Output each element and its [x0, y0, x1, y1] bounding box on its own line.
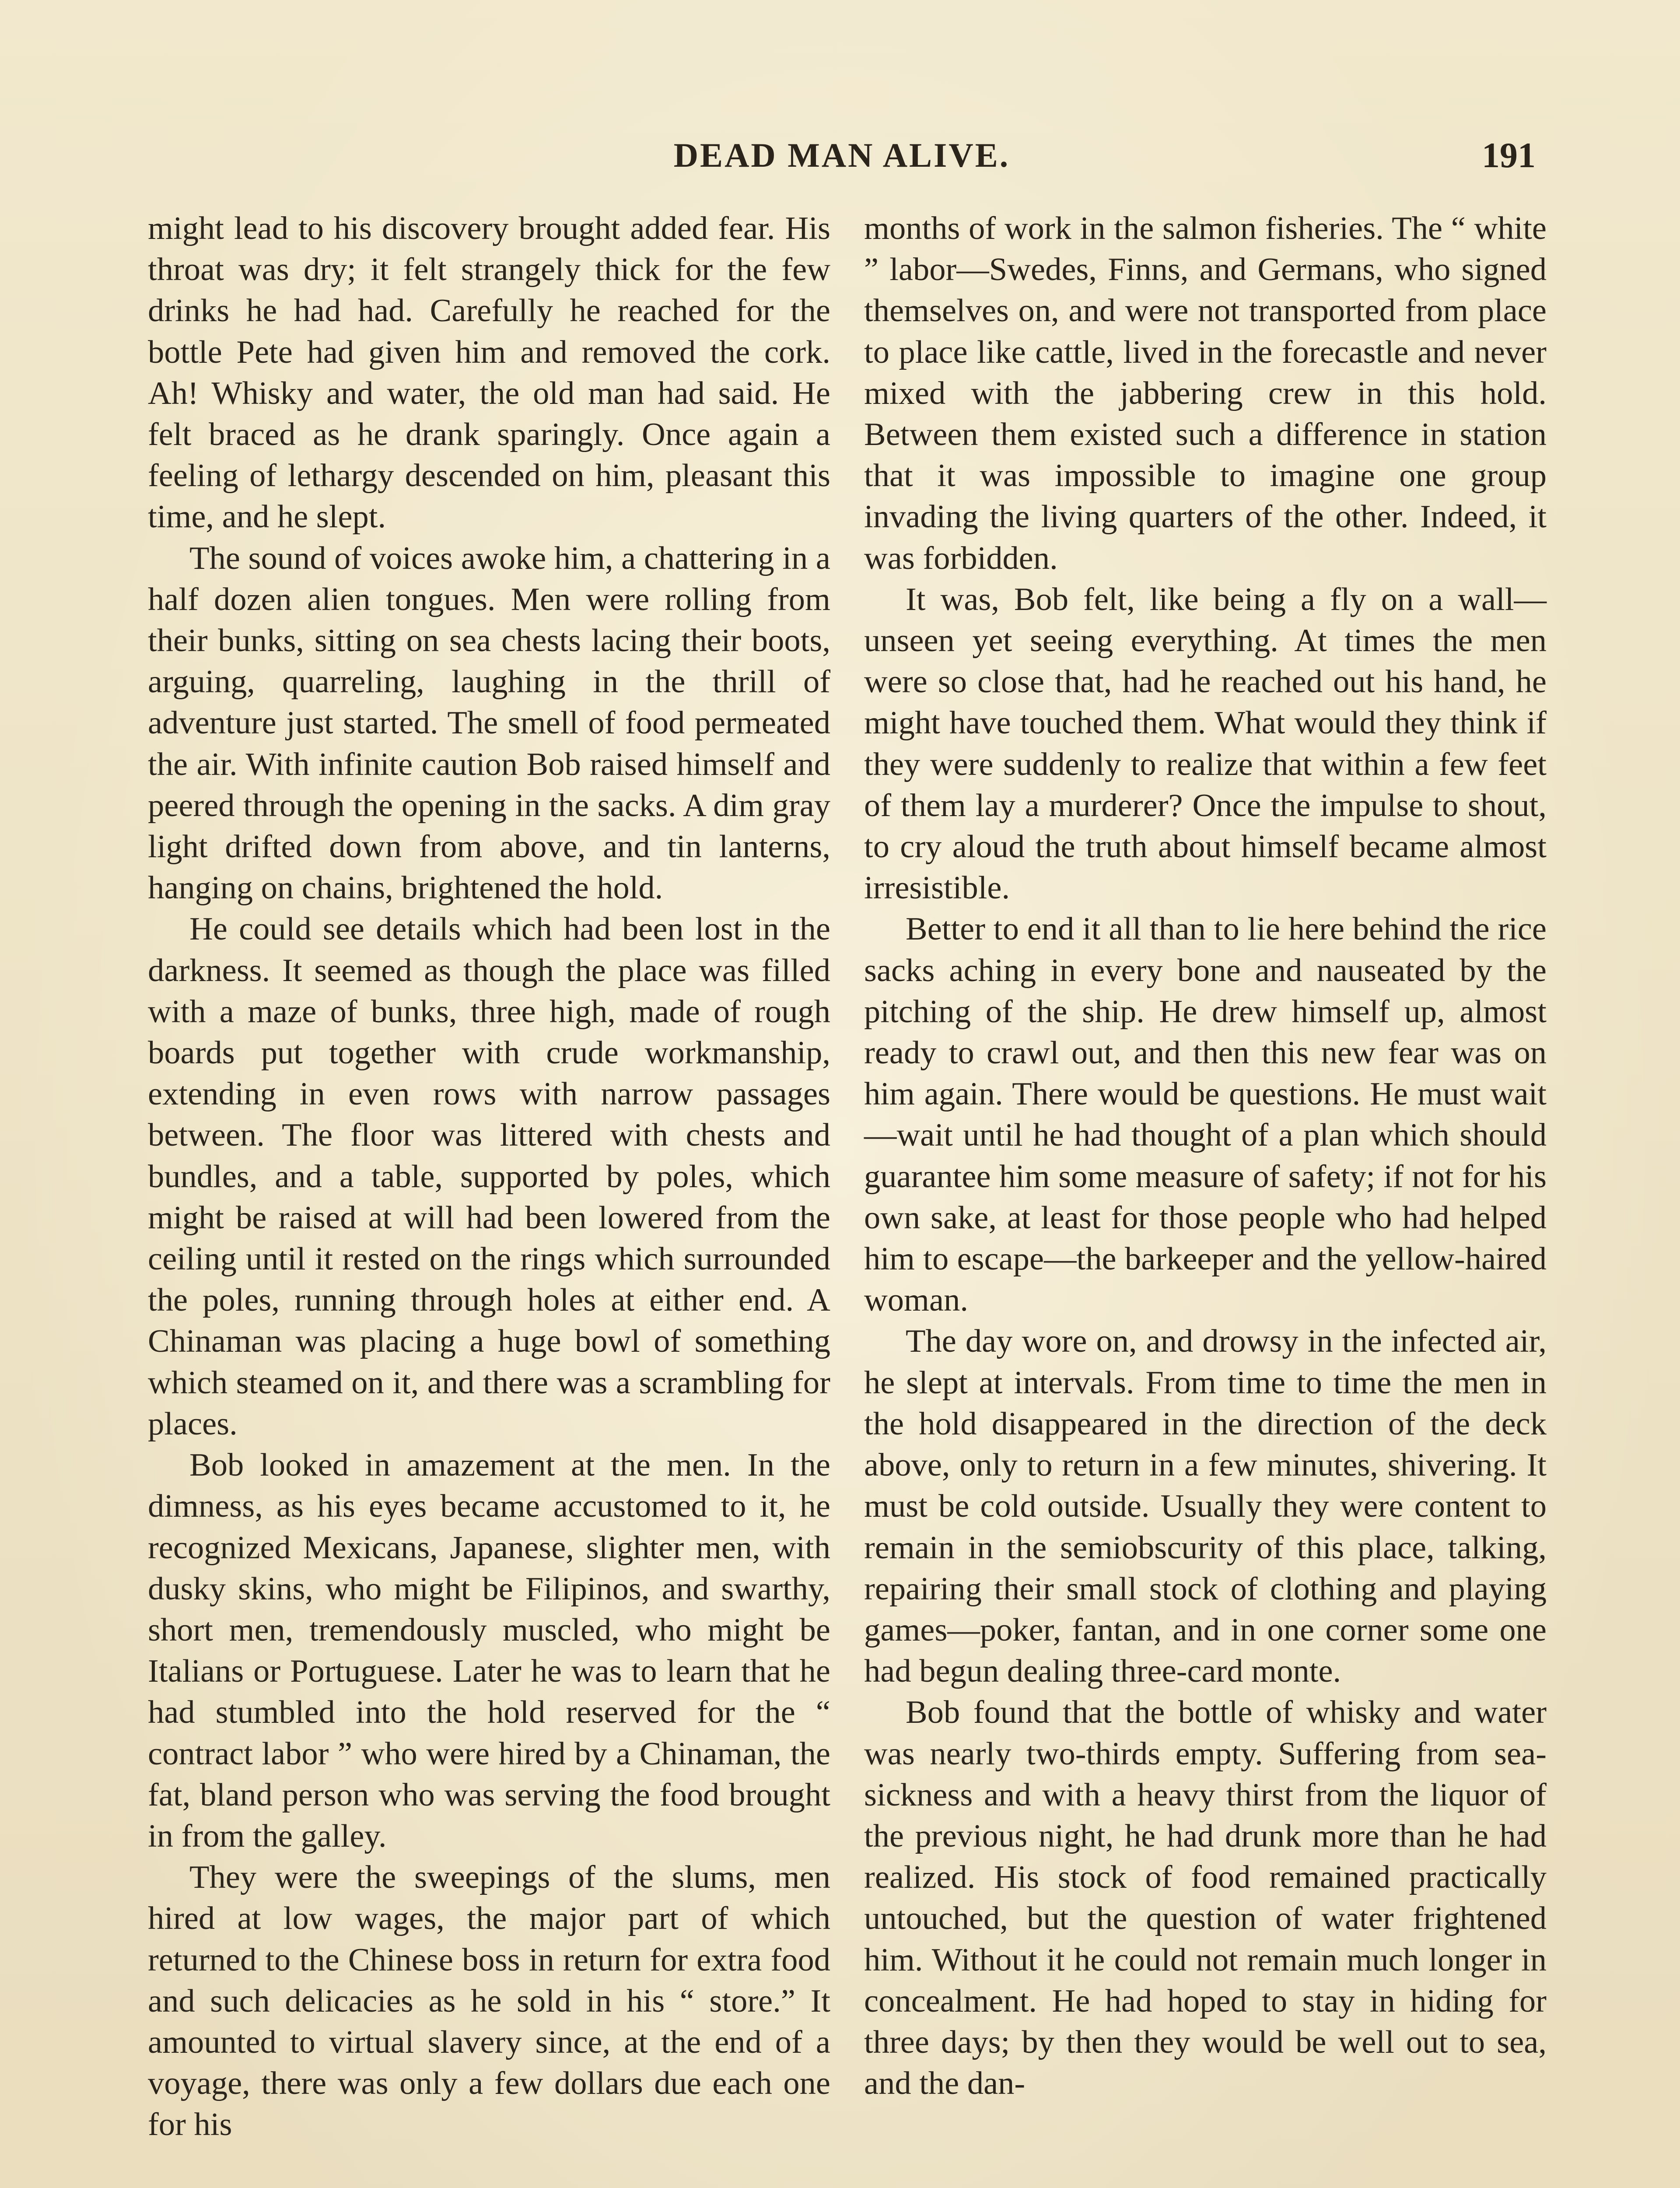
paragraph: The sound of voices awoke him, a chattering in a half dozen alien tongues. Men were rolling from their bunks, sitting on sea chests lacing their boots, arguing, quarreling, laughing in the thrill of adventure just started. The smell of food permeated the air. With infinite caution Bob raised himself and peered through the opening in the sacks. A dim gray light drifted down from above, and tin lanterns, hanging on chains, brightened the hold.: [148, 540, 830, 906]
left-column: [148, 208, 830, 2146]
paragraph: months of work in the salmon fisheries. The “ white ” labor—Swedes, Finns, and Germans, who signed themselves on, and were not transported from place to place like cattle, lived in the forecastle and never mixed with the jabbering crew in this hold. Between them existed such a difference in station that it was impossible to imagine one group invading the living quarters of the other. Indeed, it was forbidden.: [864, 210, 1547, 576]
paragraph: They were the sweepings of the slums, men hired at low wages, the major part of which returned to the Chinese boss in return for extra food and such delicacies as he sold in his “ store.” It amounted to virtual slavery since, at the end of a voyage, there was only a few dollars due each one for his: [148, 1859, 830, 2143]
right-column: [864, 208, 1547, 2104]
paragraph: Bob looked in amazement at the men. In the dimness, as his eyes became accustomed to it, he recognized Mexicans, Japanese, slighter men, with dusky skins, who might be Filipinos, and swarthy, short men, tremendously muscled, who might be Italians or Portuguese. Later he was to learn that he had stumbled into the hold reserved for the “ contract labor ” who were hired by a Chinaman, the fat, bland person who was serving the food brought in from the galley.: [148, 1447, 830, 1854]
paragraph: Bob found that the bottle of whisky and water was nearly two-thirds empty. Suffering from sea-sickness and with a heavy thirst from the liquor of the previous night, he had drunk more than he had realized. His stock of food remained practically untouched, but the question of water frightened him. Without it he could not remain much longer in concealment. He had hoped to stay in hiding for three days; by then they would be well out to sea, and the dan-: [864, 1694, 1547, 2102]
page-number: 191: [1482, 135, 1536, 175]
running-title: DEAD MAN ALIVE.: [673, 136, 1010, 174]
page-header: [148, 131, 1536, 179]
paragraph: The day wore on, and drowsy in the infected air, he slept at intervals. From time to time the men in the hold disappeared in the direction of the deck above, only to return in a few minutes, shivering. It must be cold outside. Usually they were content to remain in the semiobscurity of this place, talking, repairing their small stock of clothing and playing games—poker, fantan, and in one corner some one had begun dealing three-card monte.: [864, 1323, 1547, 1690]
paragraph: He could see details which had been lost in the darkness. It seemed as though the place was filled with a maze of bunks, three high, made of rough boards put together with crude workmanship, extending in even rows with narrow passages between. The floor was littered with chests and bundles, and a table, supported by poles, which might be raised at will had been lowered from the ceiling until it rested on the rings which surrounded the poles, running through holes at either end. A Chinaman was placing a huge bowl of something which steamed on it, and there was a scrambling for places.: [148, 911, 830, 1442]
paragraph: might lead to his discovery brought added fear. His throat was dry; it felt strangely thick for the few drinks he had had. Carefully he reached for the bottle Pete had given him and removed the cork. Ah! Whisky and water, the old man had said. He felt braced as he drank sparingly. Once again a feeling of lethargy descended on him, pleasant this time, and he slept.: [148, 210, 830, 535]
paragraph: It was, Bob felt, like being a fly on a wall—unseen yet seeing everything. At times the men were so close that, had he reached out his hand, he might have touched them. What would they think if they were suddenly to realize that within a few feet of them lay a murderer? Once the impulse to shout, to cry aloud the truth about himself became almost irresistible.: [864, 581, 1547, 906]
paragraph: Better to end it all than to lie here behind the rice sacks aching in every bone and nauseated by the pitching of the ship. He drew himself up, almost ready to crawl out, and then this new fear was on him again. There would be questions. He must wait—wait until he had thought of a plan which should guarantee him some measure of safety; if not for his own sake, at least for those people who had helped him to escape—the barkeeper and the yellow-haired woman.: [864, 911, 1547, 1318]
